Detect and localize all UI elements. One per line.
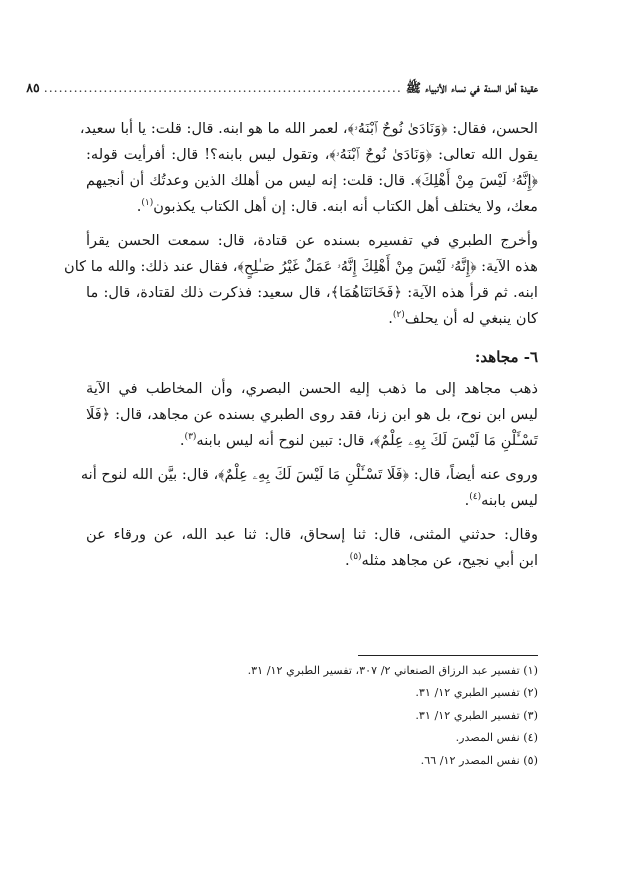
- line-tail: .: [388, 310, 393, 327]
- section-heading: ٦- مجاهد:: [474, 348, 538, 366]
- header-title: عقيدة أهل السنة في نساء الأنبياء ﷺ: [405, 80, 538, 95]
- footnote-ref-2: (٢): [392, 310, 405, 321]
- text-line: [86, 488, 538, 514]
- line-tail: .: [345, 552, 350, 569]
- text-line-body: تَسْـَٔلْنِ مَا لَيْسَ لَكَ بِهِۦ عِلْمٌ﴾، قال: تبين لنوح أنه ليس بابنه: [196, 432, 538, 449]
- text-line: يقول الله تعالى: ﴿وَنَادَىٰ نُوحٌ ٱبْنَهُۥ﴾، وتقول ليس بابنه؟! قال: أفرأيت قوله:: [86, 146, 538, 163]
- paragraph-2: [64, 228, 538, 332]
- text-line: [86, 548, 538, 574]
- page-number: ٨٥: [26, 80, 40, 95]
- text-line-body: معك، ولا يختلف أهل الكتاب أنه ابنه. قال: إن أهل الكتاب يكذبون: [153, 198, 538, 215]
- paragraph-5: [86, 522, 538, 574]
- text-line: [86, 194, 538, 220]
- text-line: وروى عنه أيضاً، قال: ﴿فَلَا تَسْـَٔلْنِ مَا لَيْسَ لَكَ بِهِۦ عِلْمٌ﴾، قال: بيَّن الله لنوح أنه: [80, 466, 538, 483]
- header-leader-dots: ........................................................................: [43, 80, 402, 95]
- text-line: وأخرج الطبري في تفسيره بسنده عن قتادة، قال: سمعت الحسن يقرأ: [86, 232, 538, 249]
- footnote-2: (٢) تفسير الطبري ١٢/ ٣١.: [415, 686, 538, 700]
- line-tail: .: [136, 198, 142, 215]
- text-line: ذهب مجاهد إلى ما ذهب إليه الحسن البصري، وأن المخاطب في الآية: [86, 380, 538, 397]
- line-tail: .: [464, 492, 470, 509]
- footnote-3: (٣) تفسير الطبري ١٢/ ٣١.: [415, 708, 538, 722]
- footnote-1: (١) تفسير عبد الرزاق الصنعاني ٢/ ٣٠٧، تفسير الطبري ١٢/ ٣١.: [247, 664, 538, 677]
- footnote-5: (٥) نفس المصدر ١٢/ ٦٦.: [420, 753, 538, 767]
- footnote-ref-5: (٥): [349, 552, 362, 563]
- line-tail: .: [179, 432, 185, 449]
- text-line: ليس ابن نوح، بل هو ابن زنا، فقد روى الطبري بسنده عن مجاهد، قال: ﴿فَلَا: [86, 406, 538, 423]
- running-header: [26, 80, 538, 102]
- footnote-ref-3: (٣): [184, 432, 197, 443]
- paragraph-4: [80, 462, 538, 514]
- text-line: ابنه. ثم قرأ هذه الآية: ﴿فَخَانَتَاهُمَا﴾، قال سعيد: فذكرت ذلك لقتادة، قال: ما: [86, 284, 538, 301]
- text-line: وقال: حدثني المثنى، قال: ثنا إسحاق، قال: ثنا عبد الله، عن ورقاء عن: [86, 526, 538, 543]
- text-line-body: كان ينبغي له أن يحلف: [404, 310, 538, 327]
- paragraph-1: [79, 116, 538, 220]
- text-line-body: ابن أبي نجيح، عن مجاهد مثله: [361, 552, 538, 569]
- text-line: الحسن، فقال: ﴿وَنَادَىٰ نُوحٌ ٱبْنَهُۥ﴾، لعمر الله ما هو ابنه. قال: قلت: يا أبا سعيد،: [79, 120, 538, 137]
- footnote-4: (٤) نفس المصدر.: [455, 731, 538, 745]
- footnote-separator: [358, 655, 538, 656]
- footnote-ref-4: (٤): [469, 492, 482, 503]
- text-line: ﴿إِنَّهُۥ لَيْسَ مِنْ أَهْلِكَ﴾. قال: قلت: إنه ليس من أهلك الذين وعدتُك أن أنجيهم: [86, 172, 538, 189]
- text-line: [86, 306, 538, 332]
- main-text: [64, 116, 538, 574]
- text-line: [86, 428, 538, 454]
- footnote-ref-1: (١): [141, 198, 154, 209]
- text-line-body: ليس بابنه: [481, 492, 538, 509]
- text-line: هذه الآية: ﴿إِنَّهُۥ لَيْسَ مِنْ أَهْلِكَ إِنَّهُۥ عَمَلٌ غَيْرُ صَـٰلِحٍ﴾، فقال عند ذلك: والله ما كان: [64, 258, 538, 275]
- paragraph-3: [86, 376, 538, 454]
- footnotes: [86, 660, 538, 772]
